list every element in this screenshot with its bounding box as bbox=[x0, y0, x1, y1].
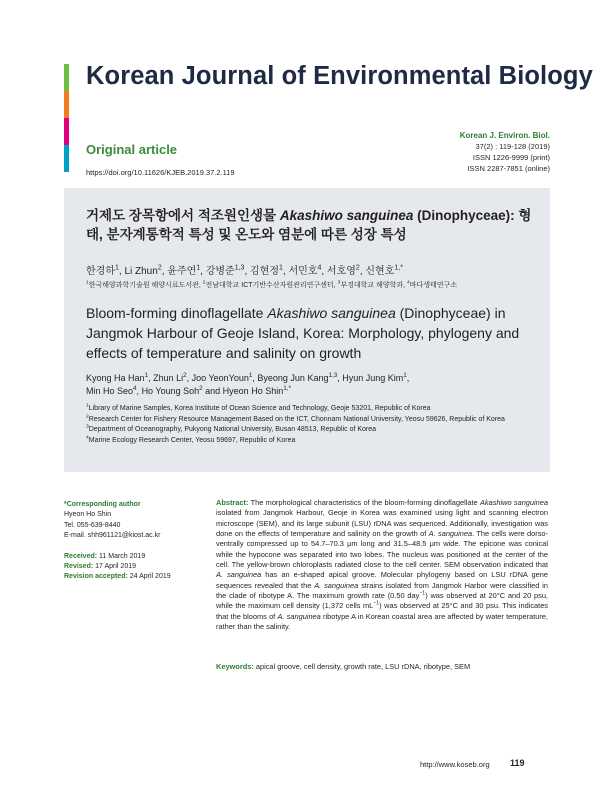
author-affiliation-mark: 1 bbox=[114, 264, 119, 272]
abstract-species: A. sanguinea bbox=[314, 580, 359, 590]
journal-abbreviation: Korean J. Environ. Biol. bbox=[459, 131, 550, 140]
author bbox=[153, 373, 187, 383]
color-segment-cyan bbox=[64, 145, 69, 172]
affiliation-text: Department of Oceanography, Pukyong National University, Busan 48513, Republic of Korea bbox=[88, 426, 377, 434]
author bbox=[223, 386, 291, 396]
keywords-label: Keywords: bbox=[216, 662, 254, 671]
affiliation-mark: 1 bbox=[86, 403, 89, 409]
author-name: 윤주연 bbox=[167, 266, 197, 277]
abstract-text: strains isolated from Jangmok Harbor were classified in the clade of ribotype A. The maximum growth rate (0.50 day bbox=[216, 580, 548, 601]
korean-affiliations bbox=[86, 280, 457, 290]
affiliation bbox=[86, 404, 534, 415]
abstract-species: A. sanguinea bbox=[277, 611, 321, 621]
affiliation-text: Library of Marine Samples, Korea Institute of Ocean Science and Technology, Geoje 53201, Republic of Korea bbox=[88, 405, 431, 412]
abstract-text: ) was observed at 20°C and 20 psu, while the maximum cell density (1,372 cells mL bbox=[216, 591, 548, 611]
corresponding-label: *Corresponding author bbox=[64, 501, 141, 508]
author-affiliation-mark: 1 bbox=[279, 264, 283, 272]
korean-authors: 한경하$^1$, Li Zhun$^2$, 윤주연$^1$, 강병준$^{1,3}$, 김현정$^1$, 서민호$^4$, 서호영$^2$, 신현호$^{1,*}$ bbox=[86, 264, 403, 277]
abstract-text: isolated from Jangmok Harbour, Geoje in Korea was examined using light and scanning electron microscope (SEM), and its large subunit (LSU) rDNA was sequenced. Additionally, investigation was done on the effects of temperature and salinity on the growth of bbox=[216, 508, 548, 539]
author bbox=[86, 373, 148, 383]
author-name: 한경하 bbox=[86, 266, 115, 277]
corresponding-tel: Tel. 055-639-8440 bbox=[64, 521, 121, 529]
english-authors: Kyong Ha Han$^1$, Zhun Li$^2$, Joo YeonYoun$^1$, Byeong Jun Kang$^{1,3}$, Hyun Jung Kim$^1$, Min Ho Seo$^4$, Ho Young Soh$^2$ and Hyeon Ho Shin$^{1,*}$ bbox=[86, 372, 410, 396]
received-label: Received: bbox=[64, 552, 98, 560]
author-name: Ho Young Soh bbox=[141, 386, 200, 396]
color-segment-green bbox=[64, 64, 69, 91]
corresponding-email[interactable]: E-mail. shh961121@kiost.ac.kr bbox=[64, 532, 161, 540]
author-affiliation-mark: 1,* bbox=[283, 385, 291, 392]
author-affiliation-mark: 2 bbox=[199, 385, 203, 392]
affiliation bbox=[86, 425, 534, 436]
color-segment-magenta bbox=[64, 118, 69, 145]
korean-title-pre: 거제도 장목항에서 적조원인생물 bbox=[86, 208, 280, 223]
journal-title: Korean Journal of Environmental Biology bbox=[86, 62, 593, 90]
abstract-text: . The cells were dorso-ventrally compressed up to 54.7–70.3 μm long and 31.5–48.5 μm wide. The epicone was conical while the hypocone was separated into two lobes. The nucleus was positioned at the center of the cell. The yellow-brown chloroplasts radiated close to the cell center. SEM observation indicated that bbox=[216, 529, 548, 570]
korean-title-post: (Dinophyceae): 형태, 분자계통학적 특성 및 온도와 염분에 따른 성장 특성 bbox=[86, 208, 532, 242]
author-name: 김현정 bbox=[250, 266, 279, 277]
author bbox=[192, 373, 253, 383]
doi-link[interactable]: https://doi.org/10.11626/KJEB.2019.37.2.119 bbox=[86, 168, 235, 177]
author-name: 강병준 bbox=[205, 266, 235, 277]
author-name: Hyun Jung Kim bbox=[342, 373, 404, 383]
abstract-text: ) was observed at 25°C and 30 psu. This indicates that the blooms of bbox=[216, 601, 549, 621]
correspondence-sidebar bbox=[64, 500, 209, 583]
article-type: Original article bbox=[86, 142, 178, 157]
abstract-superscript: −1 bbox=[373, 600, 380, 607]
abstract-superscript: −1 bbox=[419, 590, 426, 597]
affiliation-text: 부경대학교 해양학과, bbox=[340, 282, 408, 289]
abstract-species: A. sanguinea bbox=[428, 529, 473, 539]
affiliation-mark: 1 bbox=[86, 280, 89, 286]
affiliation-mark: 2 bbox=[86, 414, 89, 420]
abstract-species: Akashiwo sanguinea bbox=[479, 498, 548, 507]
author-affiliation-mark: 1,* bbox=[394, 264, 403, 272]
author-name: Min Ho Seo bbox=[86, 386, 134, 396]
author-affiliation-mark: 1 bbox=[196, 264, 201, 272]
author bbox=[288, 266, 321, 277]
journal-color-bar bbox=[64, 64, 69, 172]
author bbox=[365, 266, 403, 277]
revised-date bbox=[64, 562, 209, 572]
author-affiliation-mark: 1,3 bbox=[328, 372, 338, 379]
received-date bbox=[64, 552, 209, 562]
author-affiliation-mark: 4 bbox=[317, 264, 322, 272]
revised-label: Revised: bbox=[64, 563, 94, 571]
accepted-value: 24 April 2019 bbox=[129, 573, 171, 581]
affiliation bbox=[86, 436, 534, 447]
author-name: Kyong Ha Han bbox=[86, 373, 145, 383]
author bbox=[342, 373, 407, 383]
keywords bbox=[216, 662, 548, 671]
journal-info bbox=[460, 130, 550, 174]
author-name: 신현호 bbox=[365, 266, 395, 277]
author bbox=[86, 386, 137, 396]
author-name: Joo YeonYoun bbox=[191, 373, 249, 383]
author-affiliation-mark: 1 bbox=[403, 372, 407, 379]
author-name: 서민호 bbox=[288, 266, 318, 277]
color-segment-orange bbox=[64, 91, 69, 118]
abstract bbox=[216, 498, 548, 632]
affiliation-mark: 2 bbox=[202, 280, 206, 286]
english-title-pre: Bloom-forming dinoflagellate bbox=[86, 305, 268, 321]
abstract-species: A. sanguinea bbox=[216, 570, 262, 580]
english-title-species: Akashiwo sanguinea bbox=[267, 305, 396, 321]
author-affiliation-mark: 2 bbox=[157, 264, 162, 272]
english-affiliations bbox=[86, 404, 534, 446]
accepted-date bbox=[64, 572, 209, 582]
author-name: 서호영 bbox=[326, 266, 356, 277]
korean-title bbox=[86, 206, 536, 244]
affiliation-text: 한국해양과학기술원 해양시료도서관, bbox=[88, 282, 203, 289]
author bbox=[86, 266, 119, 277]
affiliation-mark: 3 bbox=[86, 424, 89, 430]
author-name: Li Zhun bbox=[124, 266, 158, 277]
author-affiliation-mark: 1 bbox=[248, 372, 253, 379]
affiliation-text: 바다생태연구소 bbox=[409, 282, 458, 289]
affiliation-text: 전남대학교 ICT기반수산자원관리연구센터, bbox=[205, 282, 338, 289]
issn-print: ISSN 1226-9999 (print) bbox=[472, 153, 550, 162]
author-affiliation-mark: 2 bbox=[183, 372, 187, 379]
affiliation-text: Marine Ecology Research Center, Yeosu 59697, Republic of Korea bbox=[88, 436, 296, 444]
corresponding-name: Hyeon Ho Shin bbox=[64, 511, 112, 519]
author bbox=[250, 266, 283, 277]
author-affiliation-mark: 4 bbox=[133, 385, 137, 392]
author-name: Hyeon Ho Shin bbox=[222, 386, 284, 396]
affiliation-mark: 4 bbox=[86, 435, 89, 441]
affiliation bbox=[86, 415, 534, 426]
volume-pages: 37(2) : 119-128 (2019) bbox=[475, 142, 550, 151]
revised-value: 17 April 2019 bbox=[95, 563, 137, 571]
abstract-label: Abstract: bbox=[216, 498, 249, 507]
author-name: Byeong Jun Kang bbox=[257, 373, 329, 383]
author bbox=[327, 266, 360, 277]
footer-url[interactable]: http://www.koseb.org bbox=[420, 760, 490, 769]
author bbox=[124, 266, 161, 277]
page-number: 119 bbox=[510, 758, 525, 768]
author bbox=[206, 266, 245, 277]
english-title-post: (Dinophyceae) in Jangmok Harbour of Geoje Island, Korea: Morphology, phylogeny and effects of temperature and salinity on growth bbox=[86, 305, 520, 361]
author bbox=[142, 386, 203, 396]
author bbox=[257, 373, 337, 383]
abstract-text: ribotype A in Korean coastal area are affected by water temperature, rather than the salinity. bbox=[216, 611, 548, 632]
affiliation-mark: 3 bbox=[337, 280, 341, 286]
abstract-text: The morphological characteristics of the bloom-forming dinoflagellate bbox=[248, 498, 480, 507]
author-name: Zhun Li bbox=[153, 373, 184, 383]
author-affiliation-mark: 1 bbox=[144, 372, 149, 379]
issn-online: ISSN 2287-7851 (online) bbox=[467, 164, 550, 173]
author-affiliation-mark: 1,3 bbox=[234, 264, 245, 272]
accepted-label: Revision accepted: bbox=[64, 573, 128, 581]
abstract-text: has an e-shaped apical groove. Molecular phylogeny based on LSU rDNA gene sequences revealed that the bbox=[216, 570, 548, 590]
affiliation-text: Research Center for Fishery Resource Management Based on the ICT, Chonnam National University, Yeosu 59626, Republic of Korea bbox=[88, 415, 505, 423]
korean-title-species: Akashiwo sanguinea bbox=[279, 208, 414, 223]
author bbox=[167, 266, 200, 277]
received-value: 11 March 2019 bbox=[99, 552, 146, 560]
keywords-text: apical groove, cell density, growth rate, LSU rDNA, ribotype, SEM bbox=[253, 662, 471, 671]
affiliation-mark: 4 bbox=[407, 280, 410, 286]
author-affiliation-mark: 2 bbox=[355, 264, 360, 272]
english-title bbox=[86, 303, 536, 363]
